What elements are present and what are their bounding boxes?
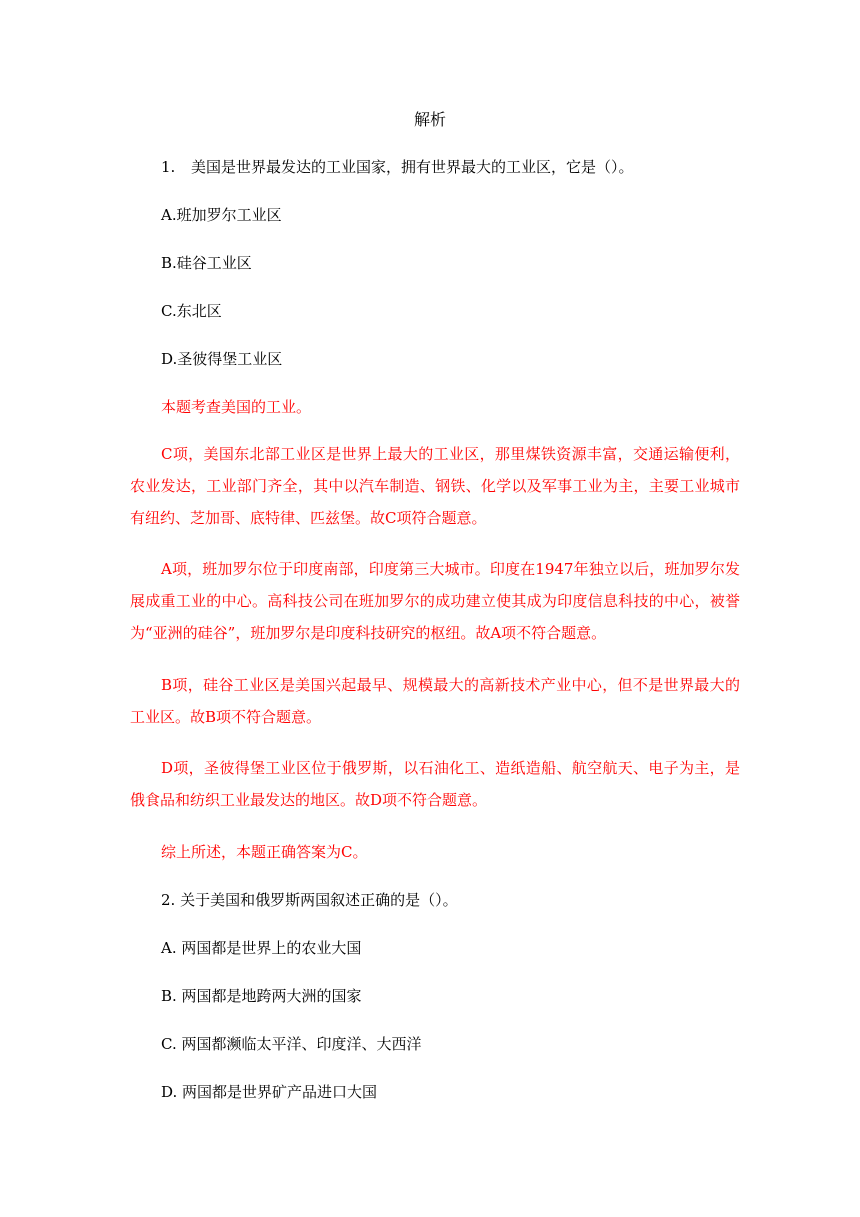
question-2-option-b: B. 两国都是地跨两大洲的国家 (161, 987, 362, 1005)
explanation-conclusion: 综上所述，本题正确答案为C。 (161, 843, 368, 861)
question-2-option-d: D. 两国都是世界矿产品进口大国 (161, 1083, 378, 1101)
question-1-option-c: C.东北区 (161, 302, 222, 320)
question-1-option-d: D.圣彼得堡工业区 (161, 350, 283, 368)
question-2-option-a: A. 两国都是世界上的农业大国 (161, 939, 362, 957)
question-1-text: 美国是世界最发达的工业国家，拥有世界最大的工业区，它是（）。 (191, 158, 634, 176)
explanation-option-d: D项，圣彼得堡工业区位于俄罗斯，以石油化工、造纸造船、航空航天、电子为主，是俄食品和纺织工业最发达的地区。故D项不符合题意。 (130, 759, 740, 809)
question-1-number: 1. (161, 158, 176, 176)
question-1-option-a: A.班加罗尔工业区 (161, 206, 282, 224)
question-2-stem: 2. 关于美国和俄罗斯两国叙述正确的是（）。 (161, 891, 458, 909)
explanation-intro: 本题考查美国的工业。 (161, 398, 312, 416)
question-1-option-b: B.硅谷工业区 (161, 254, 252, 272)
explanation-option-b: B项，硅谷工业区是美国兴起最早、规模最大的高新技术产业中心，但不是世界最大的工业区。故B项不符合题意。 (130, 676, 740, 726)
explanation-option-c: C项，美国东北部工业区是世界上最大的工业区，那里煤铁资源丰富，交通运输便利，农业发达，工业部门齐全，其中以汽车制造、钢铁、化学以及军事工业为主，主要工业城市有纽约、芝加哥、底特律、匹兹堡。故C项符合题意。 (130, 445, 740, 527)
question-1-stem (161, 155, 741, 179)
question-2-option-c: C. 两国都濒临太平洋、印度洋、大西洋 (161, 1035, 422, 1053)
explanation-option-a: A项，班加罗尔位于印度南部，印度第三大城市。印度在1947年独立以后，班加罗尔发展成重工业的中心。高科技公司在班加罗尔的成功建立使其成为印度信息科技的中心，被誉为“亚洲的硅谷”，班加罗尔是印度科技研究的枢纽。故A项不符合题意。 (130, 560, 740, 642)
page-title: 解析 (413, 110, 446, 129)
